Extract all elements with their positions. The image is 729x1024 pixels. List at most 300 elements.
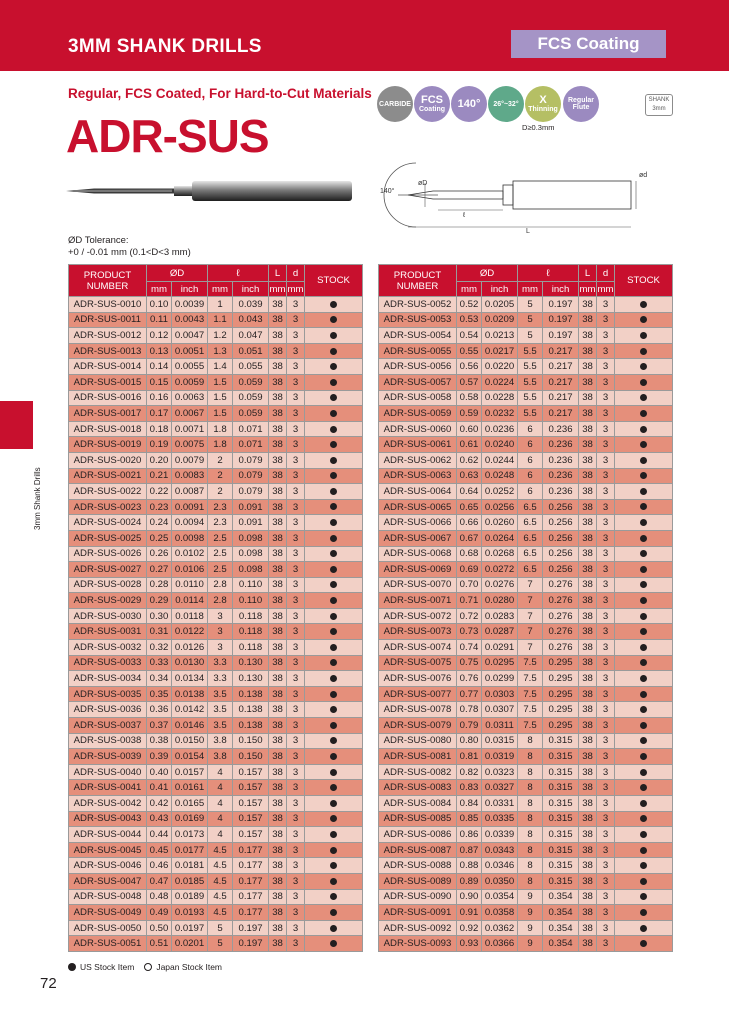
cell-stock <box>305 858 363 874</box>
table-row <box>69 686 363 702</box>
cell-stock <box>305 733 363 749</box>
cell-shank-mm: 3 <box>287 733 305 749</box>
cell-stock <box>615 437 673 453</box>
cell-dia-mm: 0.90 <box>457 889 482 905</box>
cell-dia-mm: 0.35 <box>147 686 172 702</box>
cell-length-mm: 38 <box>269 343 287 359</box>
us-stock-icon <box>330 769 337 776</box>
cell-length-mm: 38 <box>269 437 287 453</box>
cell-stock <box>305 343 363 359</box>
cell-flute-inch: 0.315 <box>543 842 579 858</box>
us-stock-icon <box>330 348 337 355</box>
cell-dia-inch: 0.0283 <box>482 608 518 624</box>
side-label: 3mm Shank Drills <box>33 467 42 530</box>
cell-product-number: ADR-SUS-0067 <box>379 530 457 546</box>
table-row <box>379 655 673 671</box>
cell-dia-mm: 0.91 <box>457 905 482 921</box>
cell-flute-inch: 0.110 <box>233 593 269 609</box>
cell-flute-inch: 0.295 <box>543 686 579 702</box>
cell-dia-mm: 0.43 <box>147 811 172 827</box>
cell-flute-mm: 5 <box>208 936 233 952</box>
cell-length-mm: 38 <box>579 671 597 687</box>
header-overall-length: L <box>269 265 287 282</box>
cell-flute-mm: 2 <box>208 452 233 468</box>
cell-dia-inch: 0.0043 <box>172 312 208 328</box>
cell-dia-mm: 0.79 <box>457 718 482 734</box>
us-stock-icon <box>330 675 337 682</box>
cell-flute-mm: 3.5 <box>208 702 233 718</box>
cell-shank-mm: 3 <box>287 343 305 359</box>
cell-dia-mm: 0.54 <box>457 328 482 344</box>
cell-shank-mm: 3 <box>287 702 305 718</box>
cell-flute-mm: 3 <box>208 608 233 624</box>
cell-flute-inch: 0.157 <box>233 827 269 843</box>
cell-flute-inch: 0.315 <box>543 733 579 749</box>
cell-stock <box>615 640 673 656</box>
cell-stock <box>305 686 363 702</box>
table-row <box>379 468 673 484</box>
cell-flute-inch: 0.217 <box>543 406 579 422</box>
cell-dia-mm: 0.86 <box>457 827 482 843</box>
cell-dia-inch: 0.0094 <box>172 515 208 531</box>
cell-dia-inch: 0.0075 <box>172 437 208 453</box>
cell-stock <box>305 608 363 624</box>
cell-flute-inch: 0.071 <box>233 421 269 437</box>
us-stock-icon <box>640 815 647 822</box>
us-stock-icon <box>640 316 647 323</box>
cell-stock <box>305 702 363 718</box>
us-stock-icon <box>330 722 337 729</box>
cell-flute-mm: 1.4 <box>208 359 233 375</box>
us-stock-icon <box>330 581 337 588</box>
cell-flute-inch: 0.276 <box>543 608 579 624</box>
cell-shank-mm: 3 <box>287 936 305 952</box>
cell-dia-inch: 0.0307 <box>482 702 518 718</box>
cell-stock <box>615 718 673 734</box>
cell-product-number: ADR-SUS-0044 <box>69 827 147 843</box>
cell-flute-inch: 0.098 <box>233 546 269 562</box>
cell-shank-mm: 3 <box>597 749 615 765</box>
cell-product-number: ADR-SUS-0040 <box>69 764 147 780</box>
cell-shank-mm: 3 <box>287 811 305 827</box>
us-stock-icon <box>330 488 337 495</box>
header-product-line: PRODUCT <box>393 269 442 281</box>
table-row <box>69 374 363 390</box>
cell-dia-inch: 0.0051 <box>172 343 208 359</box>
table-row <box>379 374 673 390</box>
cell-dia-inch: 0.0252 <box>482 484 518 500</box>
table-row <box>379 577 673 593</box>
fcs-coating-icon <box>414 86 450 122</box>
header-product-line: NUMBER <box>86 280 129 292</box>
cell-shank-mm: 3 <box>597 359 615 375</box>
cell-stock <box>615 452 673 468</box>
table-row <box>379 297 673 313</box>
cell-stock <box>305 577 363 593</box>
cell-length-mm: 38 <box>269 842 287 858</box>
table-row <box>379 624 673 640</box>
cell-dia-mm: 0.76 <box>457 671 482 687</box>
cell-product-number: ADR-SUS-0014 <box>69 359 147 375</box>
cell-dia-mm: 0.52 <box>457 297 482 313</box>
cell-length-mm: 38 <box>269 655 287 671</box>
table-row <box>379 749 673 765</box>
cell-shank-mm: 3 <box>597 905 615 921</box>
us-stock-icon <box>330 597 337 604</box>
table-row <box>379 796 673 812</box>
cell-length-mm: 38 <box>269 484 287 500</box>
cell-stock <box>615 686 673 702</box>
cell-flute-inch: 0.059 <box>233 374 269 390</box>
cell-length-mm: 38 <box>579 406 597 422</box>
cell-dia-mm: 0.12 <box>147 328 172 344</box>
cell-stock <box>305 718 363 734</box>
cell-dia-mm: 0.13 <box>147 343 172 359</box>
cell-flute-inch: 0.138 <box>233 686 269 702</box>
cell-dia-mm: 0.18 <box>147 421 172 437</box>
cell-length-mm: 38 <box>579 452 597 468</box>
cell-flute-mm: 6 <box>518 468 543 484</box>
us-stock-icon <box>640 706 647 713</box>
cell-flute-mm: 2.3 <box>208 499 233 515</box>
cell-flute-mm: 1.5 <box>208 390 233 406</box>
cell-stock <box>615 484 673 500</box>
cell-flute-mm: 2.3 <box>208 515 233 531</box>
cell-flute-inch: 0.039 <box>233 297 269 313</box>
cell-dia-inch: 0.0280 <box>482 593 518 609</box>
cell-product-number: ADR-SUS-0019 <box>69 437 147 453</box>
cell-dia-mm: 0.21 <box>147 468 172 484</box>
cell-length-mm: 38 <box>579 343 597 359</box>
cell-product-number: ADR-SUS-0010 <box>69 297 147 313</box>
cell-flute-mm: 1.5 <box>208 406 233 422</box>
cell-flute-mm: 7.5 <box>518 686 543 702</box>
cell-flute-mm: 9 <box>518 889 543 905</box>
table-row <box>379 530 673 546</box>
cell-flute-mm: 4 <box>208 796 233 812</box>
cell-length-mm: 38 <box>269 936 287 952</box>
us-stock-icon <box>330 628 337 635</box>
cell-length-mm: 38 <box>269 374 287 390</box>
spec-table-left <box>68 264 363 952</box>
cell-dia-mm: 0.19 <box>147 437 172 453</box>
cell-length-mm: 38 <box>579 920 597 936</box>
drill-dimension-diagram <box>378 155 648 235</box>
cell-flute-mm: 4.5 <box>208 858 233 874</box>
cell-length-mm: 38 <box>269 562 287 578</box>
point-angle-140-icon <box>451 86 487 122</box>
cell-flute-inch: 0.110 <box>233 577 269 593</box>
cell-flute-inch: 0.130 <box>233 655 269 671</box>
us-stock-icon <box>640 301 647 308</box>
cell-shank-mm: 3 <box>287 437 305 453</box>
cell-flute-mm: 6.5 <box>518 546 543 562</box>
table-row <box>379 359 673 375</box>
cell-dia-inch: 0.0185 <box>172 873 208 889</box>
cell-shank-mm: 3 <box>597 546 615 562</box>
diagram-angle-label: 140° <box>380 188 395 195</box>
table-row <box>379 484 673 500</box>
cell-length-mm: 38 <box>269 297 287 313</box>
cell-shank-mm: 3 <box>597 764 615 780</box>
cell-product-number: ADR-SUS-0060 <box>379 421 457 437</box>
cell-length-mm: 38 <box>579 359 597 375</box>
cell-shank-mm: 3 <box>287 671 305 687</box>
cell-flute-mm: 1.1 <box>208 312 233 328</box>
cell-dia-mm: 0.27 <box>147 562 172 578</box>
table-row <box>69 468 363 484</box>
cell-stock <box>305 780 363 796</box>
cell-shank-mm: 3 <box>287 515 305 531</box>
us-stock-icon <box>330 301 337 308</box>
cell-flute-mm: 5.5 <box>518 343 543 359</box>
cell-dia-mm: 0.25 <box>147 530 172 546</box>
table-row <box>379 780 673 796</box>
cell-flute-inch: 0.256 <box>543 515 579 531</box>
us-stock-icon <box>330 706 337 713</box>
stock-legend <box>68 962 222 972</box>
feature-icons <box>377 86 677 126</box>
table-row <box>379 858 673 874</box>
table-row <box>379 562 673 578</box>
cell-dia-inch: 0.0114 <box>172 593 208 609</box>
cell-product-number: ADR-SUS-0028 <box>69 577 147 593</box>
cell-dia-inch: 0.0236 <box>482 421 518 437</box>
us-stock-icon <box>640 410 647 417</box>
cell-dia-inch: 0.0126 <box>172 640 208 656</box>
cell-dia-inch: 0.0134 <box>172 671 208 687</box>
cell-dia-mm: 0.16 <box>147 390 172 406</box>
table-row <box>69 359 363 375</box>
cell-product-number: ADR-SUS-0030 <box>69 608 147 624</box>
cell-dia-inch: 0.0335 <box>482 811 518 827</box>
cell-shank-mm: 3 <box>597 328 615 344</box>
cell-stock <box>305 842 363 858</box>
cell-length-mm: 38 <box>579 484 597 500</box>
coating-badge: FCS Coating <box>511 30 666 58</box>
cell-flute-inch: 0.315 <box>543 764 579 780</box>
cell-shank-mm: 3 <box>597 858 615 874</box>
table-row <box>69 796 363 812</box>
table-row <box>69 499 363 515</box>
cell-flute-mm: 7.5 <box>518 655 543 671</box>
cell-dia-inch: 0.0217 <box>482 343 518 359</box>
cell-flute-inch: 0.150 <box>233 749 269 765</box>
cell-shank-mm: 3 <box>287 530 305 546</box>
cell-dia-mm: 0.20 <box>147 452 172 468</box>
cell-dia-mm: 0.26 <box>147 546 172 562</box>
table-row <box>69 577 363 593</box>
cell-dia-mm: 0.71 <box>457 593 482 609</box>
cell-flute-mm: 4.5 <box>208 905 233 921</box>
us-stock-icon <box>330 800 337 807</box>
cell-product-number: ADR-SUS-0027 <box>69 562 147 578</box>
cell-dia-inch: 0.0118 <box>172 608 208 624</box>
table-row <box>69 624 363 640</box>
cell-product-number: ADR-SUS-0064 <box>379 484 457 500</box>
cell-dia-inch: 0.0193 <box>172 905 208 921</box>
cell-dia-inch: 0.0091 <box>172 499 208 515</box>
cell-dia-inch: 0.0173 <box>172 827 208 843</box>
cell-dia-mm: 0.47 <box>147 873 172 889</box>
cell-dia-inch: 0.0315 <box>482 733 518 749</box>
cell-product-number: ADR-SUS-0015 <box>69 374 147 390</box>
cell-flute-inch: 0.236 <box>543 484 579 500</box>
cell-dia-mm: 0.50 <box>147 920 172 936</box>
table-row <box>69 312 363 328</box>
cell-shank-mm: 3 <box>287 499 305 515</box>
cell-flute-mm: 8 <box>518 842 543 858</box>
cell-product-number: ADR-SUS-0080 <box>379 733 457 749</box>
us-stock-icon <box>640 503 647 510</box>
cell-dia-inch: 0.0059 <box>172 374 208 390</box>
regular-flute-icon-text: Regular <box>567 97 595 104</box>
cell-stock <box>305 624 363 640</box>
us-stock-icon <box>640 691 647 698</box>
cell-flute-mm: 8 <box>518 873 543 889</box>
cell-flute-mm: 6.5 <box>518 499 543 515</box>
cell-dia-mm: 0.59 <box>457 406 482 422</box>
cell-length-mm: 38 <box>579 655 597 671</box>
us-stock-icon <box>640 613 647 620</box>
table-row <box>379 936 673 952</box>
cell-flute-inch: 0.071 <box>233 437 269 453</box>
cell-flute-mm: 3.8 <box>208 733 233 749</box>
cell-flute-inch: 0.157 <box>233 796 269 812</box>
table-row <box>379 686 673 702</box>
table-row <box>69 733 363 749</box>
cell-flute-inch: 0.276 <box>543 624 579 640</box>
table-row <box>69 390 363 406</box>
table-row <box>69 640 363 656</box>
cell-length-mm: 38 <box>579 905 597 921</box>
us-stock-icon <box>330 426 337 433</box>
cell-flute-mm: 1.8 <box>208 421 233 437</box>
us-stock-icon <box>330 831 337 838</box>
cell-length-mm: 38 <box>579 515 597 531</box>
us-stock-icon <box>640 581 647 588</box>
cell-flute-mm: 2.8 <box>208 577 233 593</box>
cell-product-number: ADR-SUS-0038 <box>69 733 147 749</box>
table-row <box>379 312 673 328</box>
cell-shank-mm: 3 <box>597 873 615 889</box>
cell-product-number: ADR-SUS-0031 <box>69 624 147 640</box>
cell-product-number: ADR-SUS-0053 <box>379 312 457 328</box>
us-stock-icon <box>330 691 337 698</box>
cell-product-number: ADR-SUS-0075 <box>379 655 457 671</box>
cell-stock <box>615 905 673 921</box>
cell-flute-mm: 9 <box>518 936 543 952</box>
cell-product-number: ADR-SUS-0045 <box>69 842 147 858</box>
cell-stock <box>305 655 363 671</box>
cell-flute-mm: 7 <box>518 593 543 609</box>
helix-angle-icon-text: 26°~32° <box>493 100 519 108</box>
cell-dia-inch: 0.0358 <box>482 905 518 921</box>
header-unit: mm <box>147 282 172 297</box>
cell-stock <box>615 530 673 546</box>
cell-length-mm: 38 <box>269 546 287 562</box>
table-row <box>69 718 363 734</box>
cell-product-number: ADR-SUS-0092 <box>379 920 457 936</box>
us-stock-icon <box>330 909 337 916</box>
cell-flute-mm: 4.5 <box>208 842 233 858</box>
cell-shank-mm: 3 <box>287 406 305 422</box>
cell-product-number: ADR-SUS-0065 <box>379 499 457 515</box>
table-row <box>379 390 673 406</box>
cell-dia-mm: 0.69 <box>457 562 482 578</box>
us-stock-icon <box>640 363 647 370</box>
cell-length-mm: 38 <box>579 546 597 562</box>
table-row <box>379 718 673 734</box>
cell-flute-inch: 0.236 <box>543 468 579 484</box>
cell-dia-inch: 0.0350 <box>482 873 518 889</box>
cell-product-number: ADR-SUS-0042 <box>69 796 147 812</box>
cell-flute-inch: 0.138 <box>233 702 269 718</box>
cell-flute-mm: 1.3 <box>208 343 233 359</box>
cell-shank-mm: 3 <box>287 374 305 390</box>
cell-product-number: ADR-SUS-0033 <box>69 655 147 671</box>
cell-dia-mm: 0.42 <box>147 796 172 812</box>
cell-flute-inch: 0.256 <box>543 530 579 546</box>
cell-product-number: ADR-SUS-0063 <box>379 468 457 484</box>
cell-stock <box>305 359 363 375</box>
cell-stock <box>305 328 363 344</box>
cell-flute-mm: 3.3 <box>208 671 233 687</box>
cell-stock <box>305 889 363 905</box>
cell-stock <box>615 608 673 624</box>
cell-length-mm: 38 <box>269 811 287 827</box>
cell-flute-mm: 4 <box>208 764 233 780</box>
cell-dia-mm: 0.88 <box>457 858 482 874</box>
cell-stock <box>615 328 673 344</box>
cell-flute-mm: 4 <box>208 780 233 796</box>
japan-stock-icon <box>144 963 152 971</box>
cell-dia-inch: 0.0189 <box>172 889 208 905</box>
cell-dia-mm: 0.57 <box>457 374 482 390</box>
cell-dia-mm: 0.46 <box>147 858 172 874</box>
cell-dia-inch: 0.0354 <box>482 889 518 905</box>
us-stock-icon <box>330 535 337 542</box>
cell-dia-inch: 0.0055 <box>172 359 208 375</box>
us-stock-icon <box>330 878 337 885</box>
cell-stock <box>305 406 363 422</box>
cell-length-mm: 38 <box>579 686 597 702</box>
regular-flute-icon <box>563 86 599 122</box>
cell-shank-mm: 3 <box>287 484 305 500</box>
header-diameter: ØD <box>147 265 208 282</box>
cell-flute-mm: 4 <box>208 811 233 827</box>
us-stock-icon <box>640 644 647 651</box>
cell-dia-mm: 0.77 <box>457 686 482 702</box>
table-row <box>379 905 673 921</box>
header-flute-length: ℓ <box>518 265 579 282</box>
cell-dia-inch: 0.0079 <box>172 452 208 468</box>
cell-stock <box>305 484 363 500</box>
cell-flute-inch: 0.197 <box>543 312 579 328</box>
cell-dia-inch: 0.0205 <box>482 297 518 313</box>
cell-shank-mm: 3 <box>597 312 615 328</box>
header-unit: mm <box>269 283 286 295</box>
x-thinning-icon-text: X <box>539 94 547 106</box>
us-stock-icon <box>640 348 647 355</box>
cell-dia-inch: 0.0303 <box>482 686 518 702</box>
cell-flute-mm: 9 <box>518 920 543 936</box>
japan-stock-label: Japan Stock Item <box>156 962 222 972</box>
cell-shank-mm: 3 <box>597 390 615 406</box>
cell-flute-mm: 8 <box>518 780 543 796</box>
cell-dia-inch: 0.0232 <box>482 406 518 422</box>
cell-shank-mm: 3 <box>597 655 615 671</box>
